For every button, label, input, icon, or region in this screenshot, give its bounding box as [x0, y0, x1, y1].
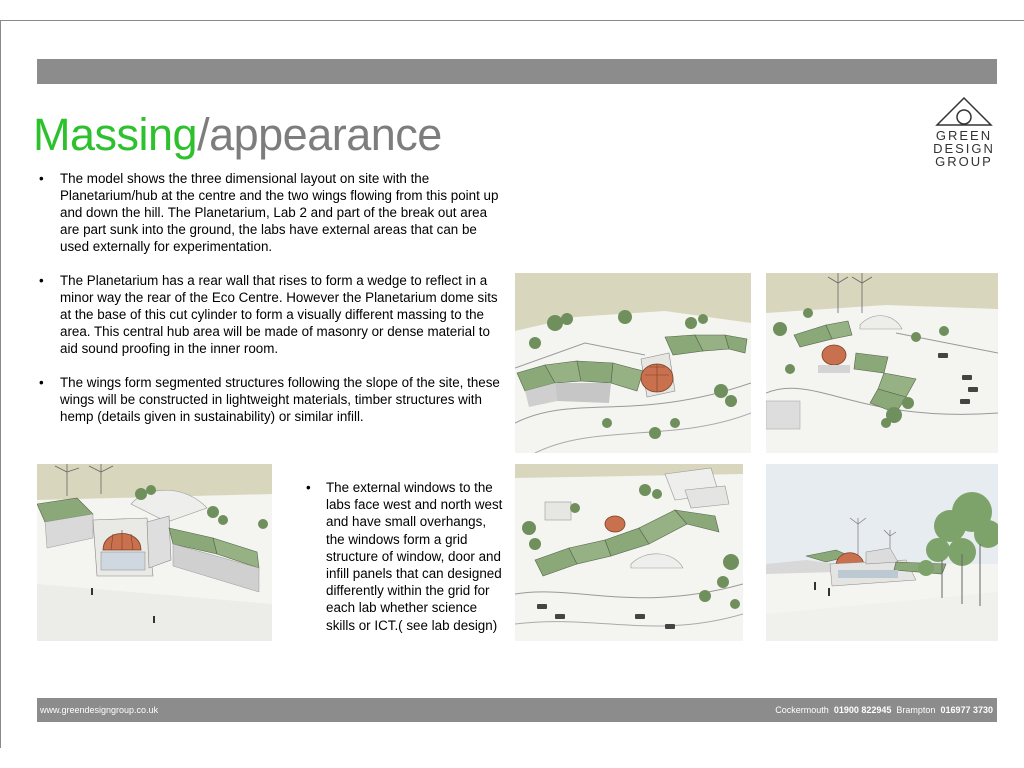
logo-line-3: GROUP	[935, 154, 993, 169]
bullet-text: The external windows to the labs face west and north west and have small overhangs, the windows form a grid structure of window, door and infill panels that can designed differently within the grid for each lab whether science skills or ICT.( see lab design)	[326, 480, 503, 633]
logo-house-icon	[931, 96, 997, 128]
bullet-dot: •	[39, 273, 44, 288]
main-bullet-list	[38, 170, 508, 442]
bullet-dot: •	[39, 375, 44, 390]
bullet-dot: •	[306, 480, 311, 495]
bullet-text: The Planetarium has a rear wall that rises to form a wedge to reflect in a minor way the rear of the Eco Centre. However the Planetarium dome sits at the base of this cut cylinder to form a visually different massing to the area. This central hub area will be made of masonry or dense material to aid sound proofing in the inner room.	[60, 273, 498, 356]
bullet-item	[38, 272, 508, 357]
windows-bullet-list	[306, 479, 506, 634]
model-render-aerial-south	[515, 273, 751, 453]
title-separator: /	[197, 109, 210, 160]
header-band	[37, 59, 997, 84]
page-title	[33, 108, 442, 162]
slide-border-left	[0, 20, 1, 748]
logo-line-1: GREEN	[935, 128, 993, 143]
title-massing: Massing	[33, 109, 198, 160]
bullet-item	[38, 170, 508, 255]
footer-bar	[37, 698, 997, 722]
bullet-item	[306, 479, 506, 634]
bullet-item	[38, 374, 508, 425]
slide-border-top	[0, 20, 1024, 21]
footer-website: www.greendesigngroup.co.uk	[40, 705, 159, 715]
footer-location-2: Brampton	[896, 705, 936, 715]
footer-phone-2: 016977 3730	[940, 705, 993, 715]
bullet-dot: •	[39, 171, 44, 186]
footer-location-1: Cockermouth	[775, 705, 829, 715]
title-appearance: appearance	[209, 109, 442, 160]
footer-phone-1: 01900 822945	[833, 705, 892, 715]
model-render-planetarium-entrance	[37, 464, 272, 641]
model-render-eye-level	[766, 464, 998, 641]
bullet-text: The wings form segmented structures following the slope of the site, these wings will be constructed in lightweight materials, timber structures with hemp (details given in sustainability) or similar infill.	[60, 375, 500, 424]
model-render-aerial-east	[766, 273, 998, 453]
green-design-group-logo	[931, 96, 997, 168]
logo-line-2: DESIGN	[933, 141, 995, 156]
model-render-aerial-north	[515, 464, 743, 641]
bullet-text: The model shows the three dimensional layout on site with the Planetarium/hub at the centre and the two wings flowing from this point up and down the hill. The Planetarium, Lab 2 and part of the break out area are part sunk into the ground, the labs have external areas that can be used externally for experimentation.	[60, 171, 499, 254]
footer-contact	[775, 705, 993, 715]
